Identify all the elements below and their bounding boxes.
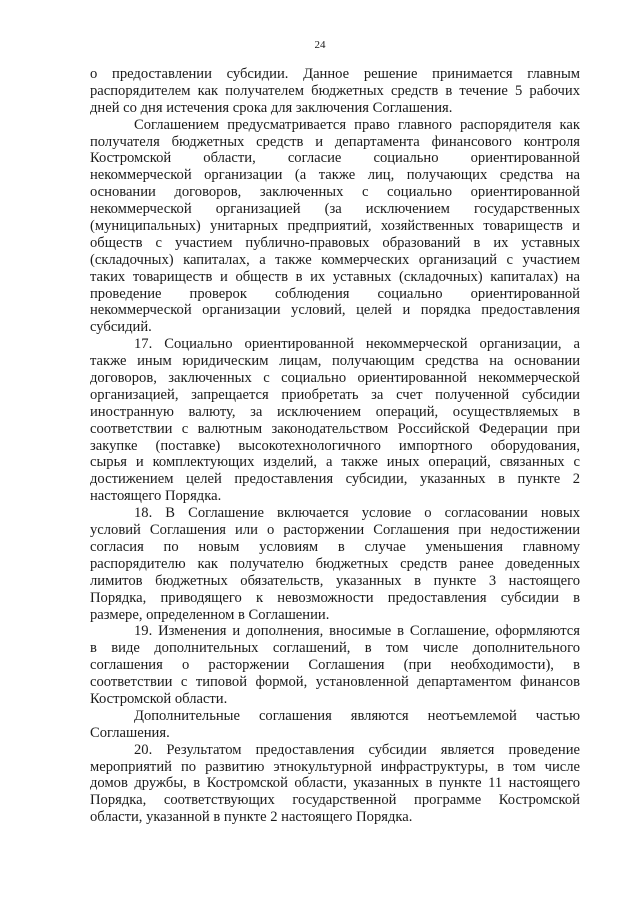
text-line: 18. В Соглашение включается условие о согласовании новых bbox=[134, 505, 580, 522]
paragraph-20 bbox=[90, 742, 580, 826]
text-line: распорядителю как получателю бюджетных средств ранее доведенных bbox=[90, 555, 580, 572]
text-line: сырья и комплектующих изделий, а также иных операций, связанных с bbox=[90, 454, 580, 471]
text-line: лимитов бюджетных обязательств, указанных в пункте 3 настоящего bbox=[90, 572, 580, 589]
text-line: (муниципальных) унитарных предприятий, хозяйственных товариществ и bbox=[90, 218, 580, 235]
text-line: закупке (поставке) высокотехнологичного импортного оборудования, bbox=[90, 437, 580, 454]
text-line: основании договоров, заключенных с социально ориентированной bbox=[90, 184, 580, 201]
text-line: настоящего Порядка. bbox=[90, 488, 222, 505]
text-line: распорядителем как получателем бюджетных средств в течение 5 рабочих bbox=[90, 82, 580, 99]
text-line: Соглашением предусматривается право главного распорядителя как bbox=[134, 116, 580, 133]
text-line: соответствии с типовой формой, установленной департаментом финансов bbox=[90, 674, 580, 691]
text-line: обществ с участием публично-правовых образований в их уставных bbox=[90, 234, 580, 251]
text-line: некоммерческой организации условий, целей и порядка предоставления bbox=[90, 302, 580, 319]
paragraph-17 bbox=[90, 336, 580, 505]
text-line: таких товариществ и обществ в их уставных (складочных) капиталах) на bbox=[90, 268, 580, 285]
text-line: Дополнительные соглашения являются неотъемлемой частью bbox=[134, 707, 580, 724]
text-line: некоммерческой организацией (за исключением государственных bbox=[90, 201, 580, 218]
text-line: проведение проверок соблюдения социально ориентированной bbox=[90, 285, 580, 302]
text-line: субсидий. bbox=[90, 319, 152, 336]
text-line: организацией, запрещается приобретать за счет полученной субсидии bbox=[90, 386, 580, 403]
text-line: иностранную валюту, за исключением операций, осуществляемых в bbox=[90, 403, 580, 420]
text-line: в виде дополнительных соглашений, в том числе дополнительного bbox=[90, 640, 580, 657]
text-line: Соглашения. bbox=[90, 724, 170, 741]
text-line: некоммерческой организации (а также лиц, получающих средства на bbox=[90, 167, 580, 184]
text-line: 20. Результатом предоставления субсидии является проведение bbox=[134, 741, 580, 758]
paragraph-intro-continuation bbox=[90, 66, 580, 117]
text-line: 17. Социально ориентированной некоммерческой организации, а bbox=[134, 336, 580, 353]
text-line: согласия по новым условиям в случае уменьшения главному bbox=[90, 538, 580, 555]
text-line: соответствии с валютным законодательством Российской Федерации при bbox=[90, 420, 580, 437]
document-body bbox=[90, 66, 580, 826]
paragraph-19 bbox=[90, 623, 580, 707]
text-line: размере, определенном в Соглашении. bbox=[90, 606, 330, 623]
text-line: (складочных) капиталах, а также коммерческих организаций с участием bbox=[90, 251, 580, 268]
page-number: 24 bbox=[314, 39, 326, 51]
paragraph-additional-agreements bbox=[90, 708, 580, 742]
text-line: Порядка, соответствующих государственной программе Костромской bbox=[90, 792, 580, 809]
text-line: Костромской области, согласие социально ориентированной bbox=[90, 150, 580, 167]
text-line: договоров, заключенных с социально ориентированной некоммерческой bbox=[90, 370, 580, 387]
text-line: достижением целей предоставления субсидии, указанных в пункте 2 bbox=[90, 471, 580, 488]
text-line: домов дружбы, в Костромской области, указанных в пункте 11 настоящего bbox=[90, 775, 580, 792]
paragraph-18 bbox=[90, 505, 580, 623]
text-line: Костромской области. bbox=[90, 690, 228, 707]
text-line: о предоставлении субсидии. Данное решение принимается главным bbox=[90, 66, 580, 82]
text-line: мероприятий по развитию этнокультурной инфраструктуры, в том числе bbox=[90, 758, 580, 775]
text-line: Порядка, приводящего к невозможности предоставления субсидии в bbox=[90, 589, 580, 606]
text-line: также иным юридическим лицам, получающим средства на основании bbox=[90, 353, 580, 370]
text-line: условий Соглашения или о расторжении Соглашения при недостижении bbox=[90, 522, 580, 539]
text-line: получателя бюджетных средств и департамента финансового контроля bbox=[90, 133, 580, 150]
text-line: 19. Изменения и дополнения, вносимые в Соглашение, оформляются bbox=[134, 623, 580, 640]
text-line: соглашения о расторжении Соглашения (при необходимости), в bbox=[90, 657, 580, 674]
paragraph-audit-right bbox=[90, 117, 580, 337]
text-line: дней со дня истечения срока для заключения Соглашения. bbox=[90, 99, 453, 116]
text-line: области, указанной в пункте 2 настоящего Порядка. bbox=[90, 809, 413, 826]
